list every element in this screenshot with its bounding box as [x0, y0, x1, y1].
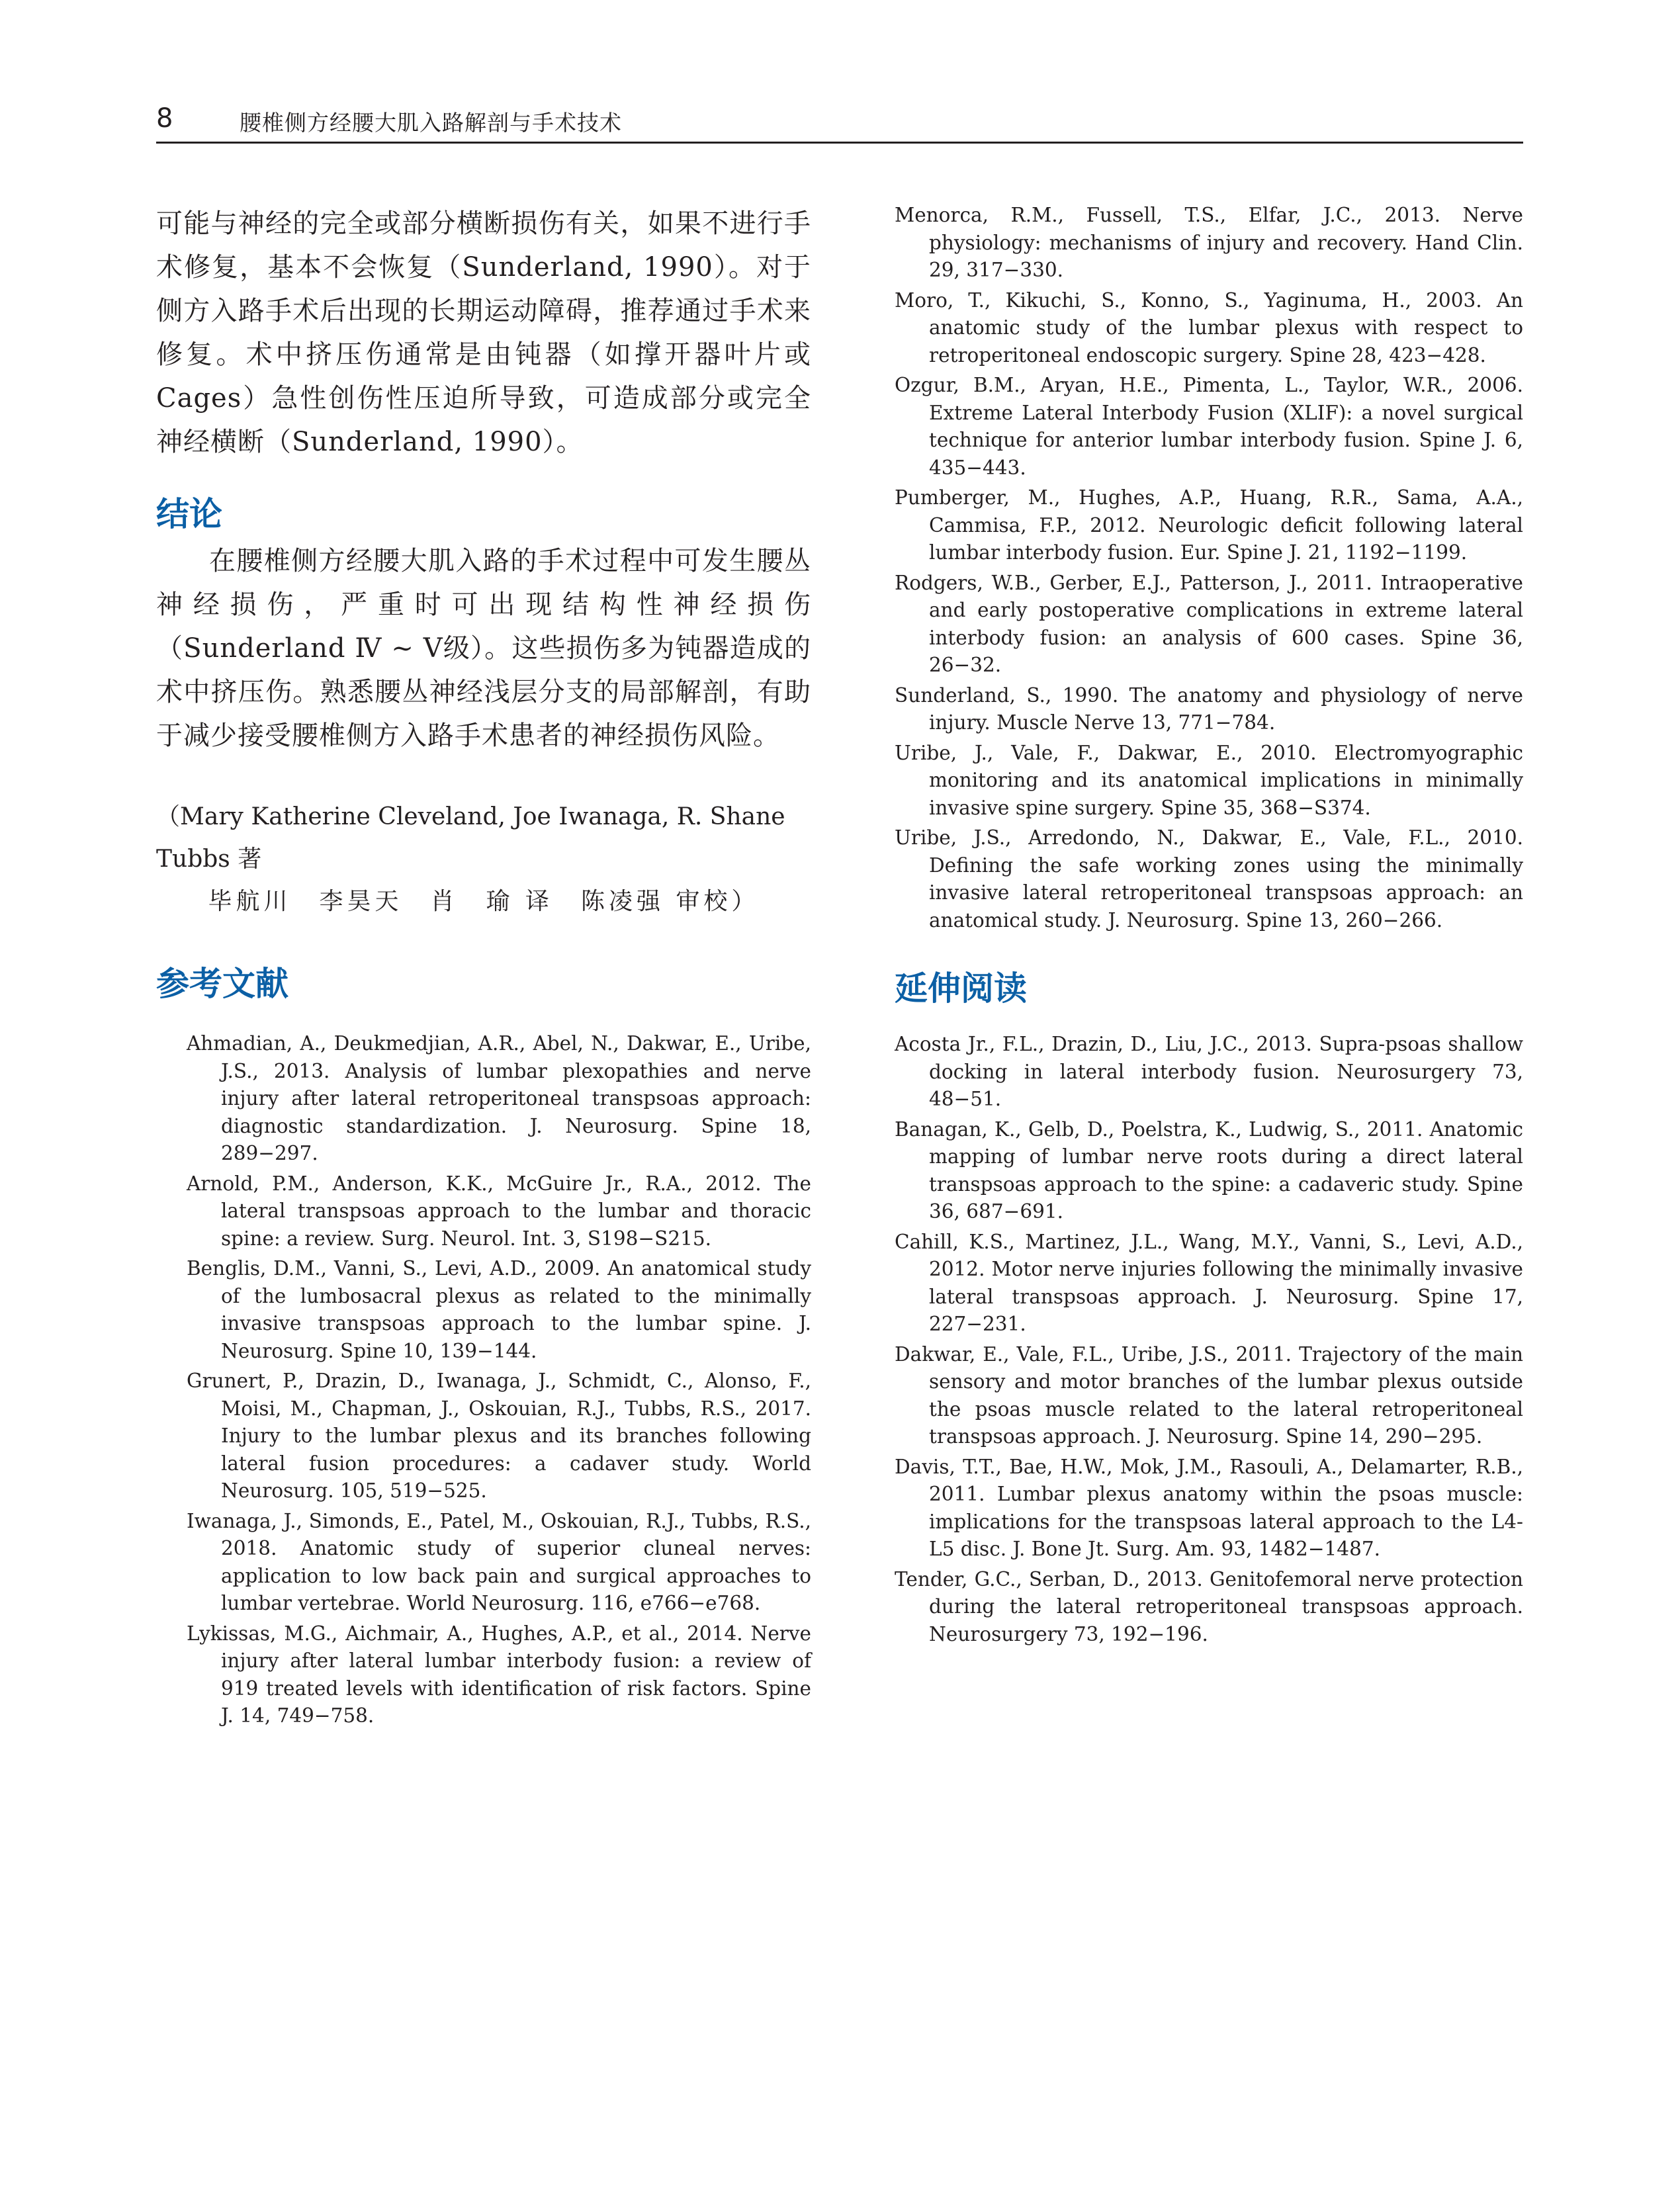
left-column — [156, 202, 811, 1733]
right-column — [895, 202, 1523, 1651]
page-number: 8 — [156, 103, 173, 134]
reference-item: Sunderland, S., 1990. The anatomy and physiology of nerve injury. Muscle Nerve 13, 771−784. — [895, 683, 1523, 734]
further-reading-item: Davis, T.T., Bae, H.W., Mok, J.M., Rasouli, A., Delamarter, R.B., 2011. Lumbar plexus anatomy within the psoas muscle: implications for the transpsoas lateral approach to the L4-L5 disc. J. Bone Jt. Surg. Am. 93, 1482−1487. — [895, 1455, 1523, 1560]
reference-item: Ahmadian, A., Deukmedjian, A.R., Abel, N., Dakwar, E., Uribe, J.S., 2013. Analysis of lumbar plexopathies and nerve injury after lateral retroperitoneal transpsoas approach: diagnostic standardization. J. Neurosurg. Spine 18, 289−297. — [187, 1032, 811, 1164]
reference-item: Menorca, R.M., Fussell, T.S., Elfar, J.C., 2013. Nerve physiology: mechanisms of injury and recovery. Hand Clin. 29, 317−330. — [895, 204, 1523, 281]
credits-translators: 毕航川 李昊天 肖 瑜 译 陈凌强 审校） — [208, 888, 760, 915]
running-title: 腰椎侧方经腰大肌入路解剖与手术技术 — [240, 110, 622, 136]
reference-item: Pumberger, M., Hughes, A.P., Huang, R.R., Sama, A.A., Cammisa, F.P., 2012. Neurologic deficit following lateral lumbar interbody fusion. Eur. Spine J. 21, 1192−1199. — [895, 486, 1523, 564]
reference-item: Rodgers, W.B., Gerber, E.J., Patterson, J., 2011. Intraoperative and early postoperative complications in extreme lateral interbody fusion: an analysis of 600 cases. Spine 36, 26−32. — [895, 571, 1523, 676]
intro-paragraph: 可能与神经的完全或部分横断损伤有关，如果不进行手术修复，基本不会恢复（Sunderland, 1990）。对于侧方入路手术后出现的长期运动障碍，推荐通过手术来修复。术中挤压伤通常是由钝器（如撑开器叶片或 Cages）急性创伤性压迫所导致，可造成部分或完全神经横断（Sunderland, 1990）。 — [156, 208, 811, 457]
reference-item: Grunert, P., Drazin, D., Iwanaga, J., Schmidt, C., Alonso, F., Moisi, M., Chapman, J., Oskouian, R.J., Tubbs, R.S., 2017. Injury to the lumbar plexus and its branches following lateral fusion procedures: a cadaver study. World Neurosurg. 105, 519−525. — [187, 1370, 811, 1502]
reference-item: Moro, T., Kikuchi, S., Konno, S., Yaginuma, H., 2003. An anatomic study of the lumbar plexus with respect to retroperitoneal endoscopic surgery. Spine 28, 423−428. — [895, 288, 1523, 367]
further-reading-item: Banagan, K., Gelb, D., Poelstra, K., Ludwig, S., 2011. Anatomic mapping of lumbar nerve roots during a direct lateral transpsoas approach to the spine: a cadaveric study. Spine 36, 687−691. — [895, 1117, 1523, 1223]
reference-item: Arnold, P.M., Anderson, K.K., McGuire Jr., R.A., 2012. The lateral transpsoas approach to the lumbar and thoracic spine: a review. Surg. Neurol. Int. 3, S198−S215. — [187, 1172, 811, 1250]
reference-item: Ozgur, B.M., Aryan, H.E., Pimenta, L., Taylor, W.R., 2006. Extreme Lateral Interbody Fusion (XLIF): a novel surgical technique for anterior lumbar interbody fusion. Spine J. 6, 435−443. — [895, 374, 1523, 479]
reference-item: Uribe, J.S., Arredondo, N., Dakwar, E., Vale, F.L., 2010. Defining the safe working zones using the minimally invasive lateral retroperitoneal transpsoas approach: an anatomical study. J. Neurosurg. Spine 13, 260−266. — [895, 826, 1523, 932]
references-list-left — [156, 1030, 811, 1730]
conclusion-text: 在腰椎侧方经腰大肌入路的手术过程中可发生腰丛神经损伤，严重时可出现结构性神经损伤（Sunderland Ⅳ ~ Ⅴ级）。这些损伤多为钝器造成的术中挤压伤。熟悉腰丛神经浅层分支的局部解剖，有助于减少接受腰椎侧方入路手术患者的神经损伤风险。 — [156, 546, 811, 751]
further-reading-item: Cahill, K.S., Martinez, J.L., Wang, M.Y., Vanni, S., Levi, A.D., 2012. Motor nerve injuries following the minimally invasive lateral transpsoas approach. J. Neurosurg. Spine 17, 227−231. — [895, 1230, 1523, 1335]
reference-item: Uribe, J., Vale, F., Dakwar, E., 2010. Electromyographic monitoring and its anatomical implications in minimally invasive spine surgery. Spine 35, 368−S374. — [895, 741, 1523, 819]
reference-item: Iwanaga, J., Simonds, E., Patel, M., Oskouian, R.J., Tubbs, R.S., 2018. Anatomic study of superior cluneal nerves: application to low back pain and surgical approaches to lumbar vertebrae. World Neurosurg. 116, e766−e768. — [187, 1509, 811, 1614]
further-reading-item: Tender, G.C., Serban, D., 2013. Genitofemoral nerve protection during the lateral retroperitoneal transpsoas approach. Neurosurgery 73, 192−196. — [895, 1567, 1523, 1645]
running-header — [156, 99, 1523, 144]
further-reading-item: Acosta Jr., F.L., Drazin, D., Liu, J.C., 2013. Supra-psoas shallow docking in lateral interbody fusion. Neurosurgery 73, 48−51. — [895, 1033, 1523, 1110]
reference-item: Lykissas, M.G., Aichmair, A., Hughes, A.P., et al., 2014. Nerve injury after lateral lumbar interbody fusion: a review of 919 treated levels with identification of risk factors. Spine J. 14, 749−758. — [187, 1622, 811, 1727]
references-list-right — [895, 202, 1523, 934]
further-reading-item: Dakwar, E., Vale, F.L., Uribe, J.S., 2011. Trajectory of the main sensory and motor branches of the lumbar plexus outside the psoas muscle related to the lateral retroperitoneal transpsoas approach. J. Neurosurg. Spine 14, 290−295. — [895, 1342, 1523, 1448]
credits-authors: （Mary Katherine Cleveland, Joe Iwanaga, R. Shane Tubbs 著 — [156, 803, 785, 873]
further-reading-heading: 延伸阅读 — [895, 969, 1027, 1008]
credits — [156, 796, 811, 923]
further-reading-list — [895, 1031, 1523, 1648]
references-heading: 参考文献 — [156, 965, 288, 1003]
conclusion-heading: 结论 — [156, 495, 222, 533]
reference-item: Benglis, D.M., Vanni, S., Levi, A.D., 2009. An anatomical study of the lumbosacral plexus as related to the minimally invasive transpsoas approach to the lumbar spine. J. Neurosurg. Spine 10, 139−144. — [187, 1257, 811, 1362]
